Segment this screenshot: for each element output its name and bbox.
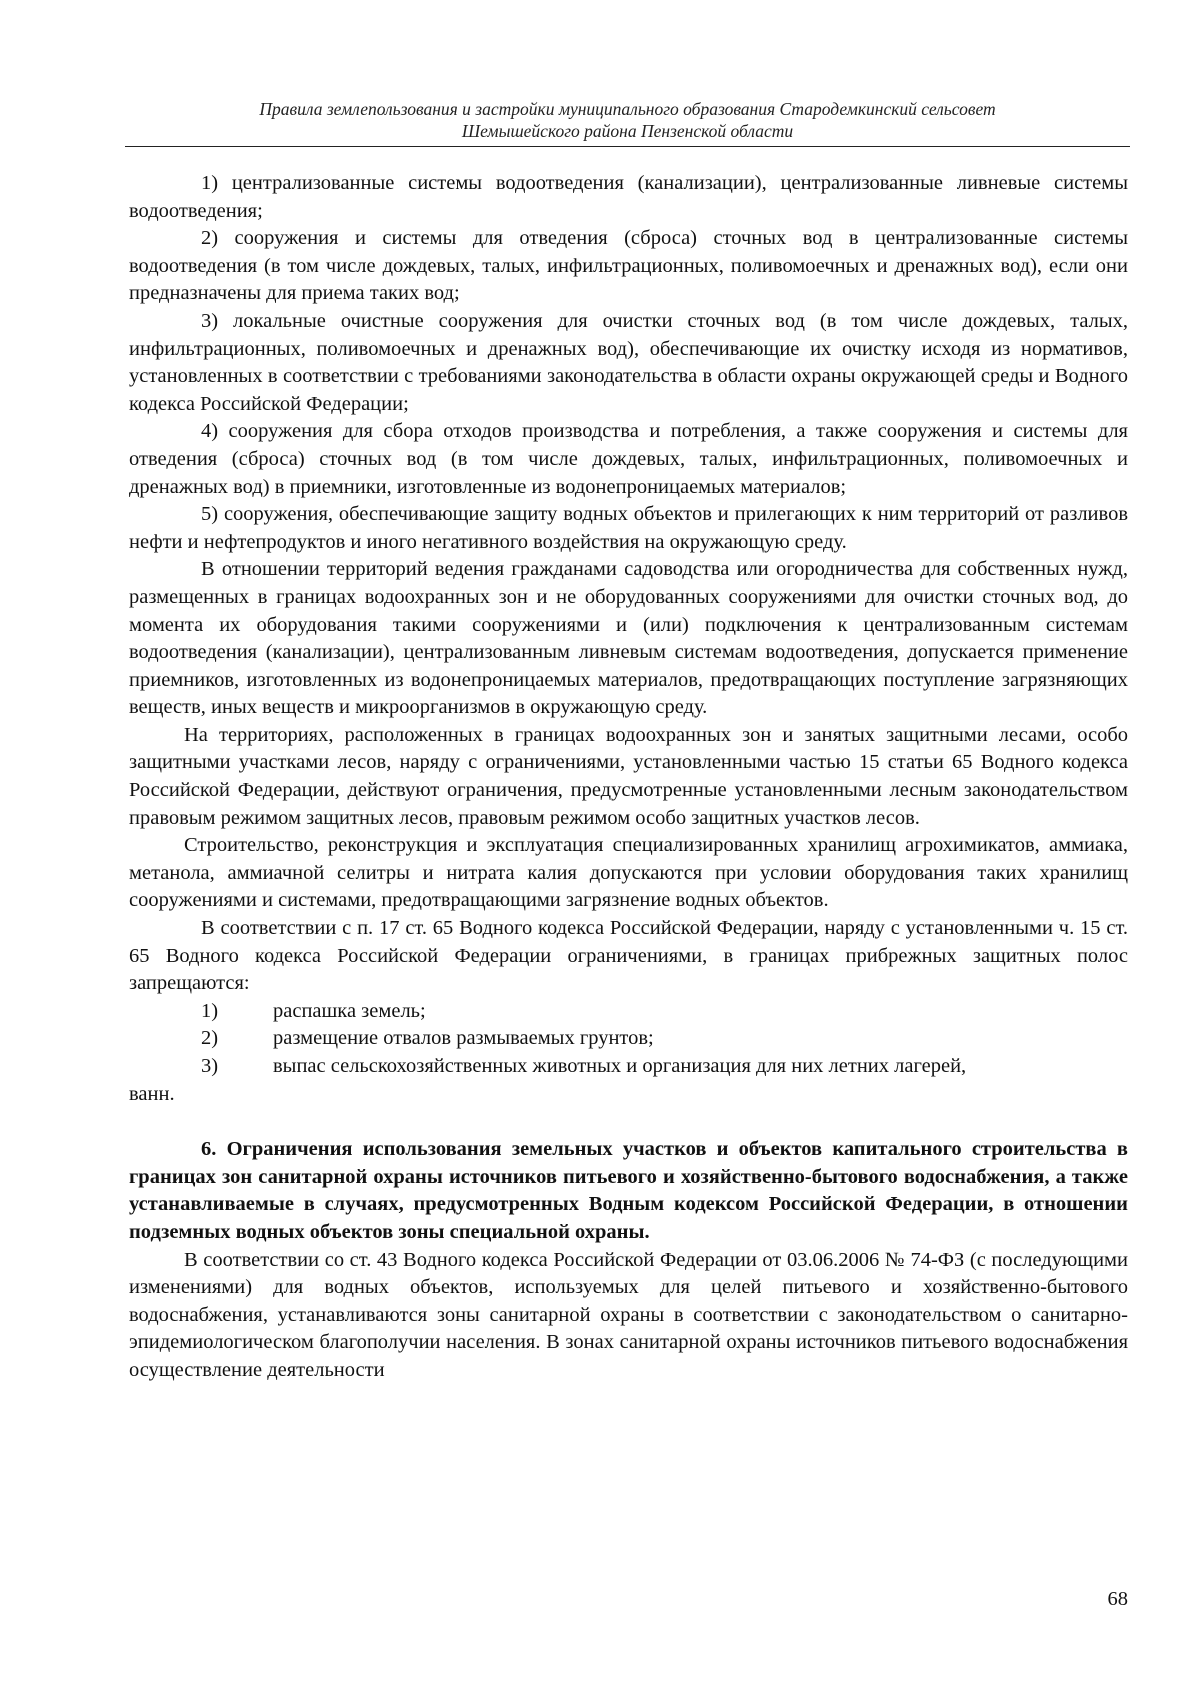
section-spacer xyxy=(129,1108,1128,1136)
paragraph: Строительство, реконструкция и эксплуатация специализированных хранилищ агрохимикатов, аммиака, метанола, аммиачной селитры и нитрата калия допускаются при условии оборудования таких хранилищ сооружениями и системами, предотвращающими загрязнение водных объектов. xyxy=(129,834,1128,912)
list-item: 2) сооружения и системы для отведения (сброса) сточных вод в централизованные системы водоотведения (в том числе дождевых, талых, инфильтрационных, поливомоечных и дренажных вод), если они предназначены для приема таких вод; xyxy=(129,227,1128,305)
prohibition-text: распашка земель; xyxy=(273,999,426,1022)
prohibition-item xyxy=(129,1053,1128,1081)
paragraph: В соответствии со ст. 43 Водного кодекса Российской Федерации от 03.06.2006 № 74-ФЗ (с последующими изменениями) для водных объектов, используемых для целей питьевого и хозяйственно-бытового водоснабжения, устанавливаются зоны санитарной охраны в соответствии с законодательством о санитарно-эпидемиологическом благополучии населения. В зонах санитарной охраны источников питьевого водоснабжения осуществление деятельности xyxy=(129,1248,1128,1381)
paragraph: На территориях, расположенных в границах водоохранных зон и занятых защитными лесами, особо защитными участками лесов, наряду с ограничениями, установленными частью 15 статьи 65 Водного кодекса Российской Федерации, действуют ограничения, предусмотренные установленными лесным законодательством правовым режимом защитных лесов, правовым режимом особо защитных участков лесов. xyxy=(129,723,1128,829)
paragraph: В соответствии с п. 17 ст. 65 Водного кодекса Российской Федерации, наряду с установленными ч. 15 ст. 65 Водного кодекса Российской Федерации ограничениями, в границах прибрежных защитных полос запрещаются: xyxy=(129,917,1128,995)
prohibition-number: 3) xyxy=(201,1055,219,1077)
prohibition-text: выпас сельскохозяйственных животных и организация для них летних лагерей, xyxy=(273,1055,967,1077)
prohibition-number: 2) xyxy=(201,1027,219,1050)
page-header xyxy=(125,98,1130,142)
paragraph: В отношении территорий ведения гражданами садоводства или огородничества для собственных нужд, размещенных в границах водоохранных зон и не оборудованных сооружениями для очистки сточных вод, до момента их оборудования такими сооружениями и (или) подключения к централизованным системам водоотведения (канализации), централизованным ливневым системам водоотведения, допускается применение приемников, изготовленных из водонепроницаемых материалов, предотвращающих поступление загрязняющих веществ, иных веществ и микроорганизмов в окружающую среду. xyxy=(129,558,1128,719)
prohibition-tail: ванн. xyxy=(129,1082,175,1105)
prohibition-text: размещение отвалов размываемых грунтов; xyxy=(273,1027,654,1050)
header-divider xyxy=(125,146,1130,147)
prohibition-item xyxy=(129,998,1128,1026)
prohibition-item xyxy=(129,1025,1128,1053)
page-number: 68 xyxy=(1107,1588,1128,1610)
list-item: 3) локальные очистные сооружения для очистки сточных вод (в том числе дождевых, талых, инфильтрационных, поливомоечных и дренажных вод), обеспечивающие их очистку исходя из нормативов, установленных в соответствии с требованиями законодательства в области охраны окружающей среды и Водного кодекса Российской Федерации; xyxy=(129,309,1128,415)
list-item: 5) сооружения, обеспечивающие защиту водных объектов и прилегающих к ним территорий от разливов нефти и нефтепродуктов и иного негативного воздействия на окружающую среду. xyxy=(129,503,1128,553)
header-line-1: Правила землепользования и застройки муниципального образования Стародемкинский сельсовет xyxy=(259,99,996,119)
list-item: 1) централизованные системы водоотведения (канализации), централизованные ливневые системы водоотведения; xyxy=(129,172,1128,222)
prohibition-number: 1) xyxy=(201,999,219,1022)
header-line-2: Шемышейского района Пензенской области xyxy=(461,121,794,141)
list-item: 4) сооружения для сбора отходов производства и потребления, а также сооружения и системы для отведения (сброса) сточных вод (в том числе дождевых, талых, инфильтрационных, поливомоечных и дренажных вод) в приемники, изготовленные из водонепроницаемых материалов; xyxy=(129,420,1128,498)
section-heading: 6. Ограничения использования земельных участков и объектов капитального строительства в границах зон санитарной охраны источников питьевого и хозяйственно-бытового водоснабжения, а также устанавливаемые в случаях, предусмотренных Водным кодексом Российской Федерации, в отношении подземных водных объектов зоны специальной охраны. xyxy=(129,1138,1128,1243)
document-body xyxy=(129,170,1128,1385)
